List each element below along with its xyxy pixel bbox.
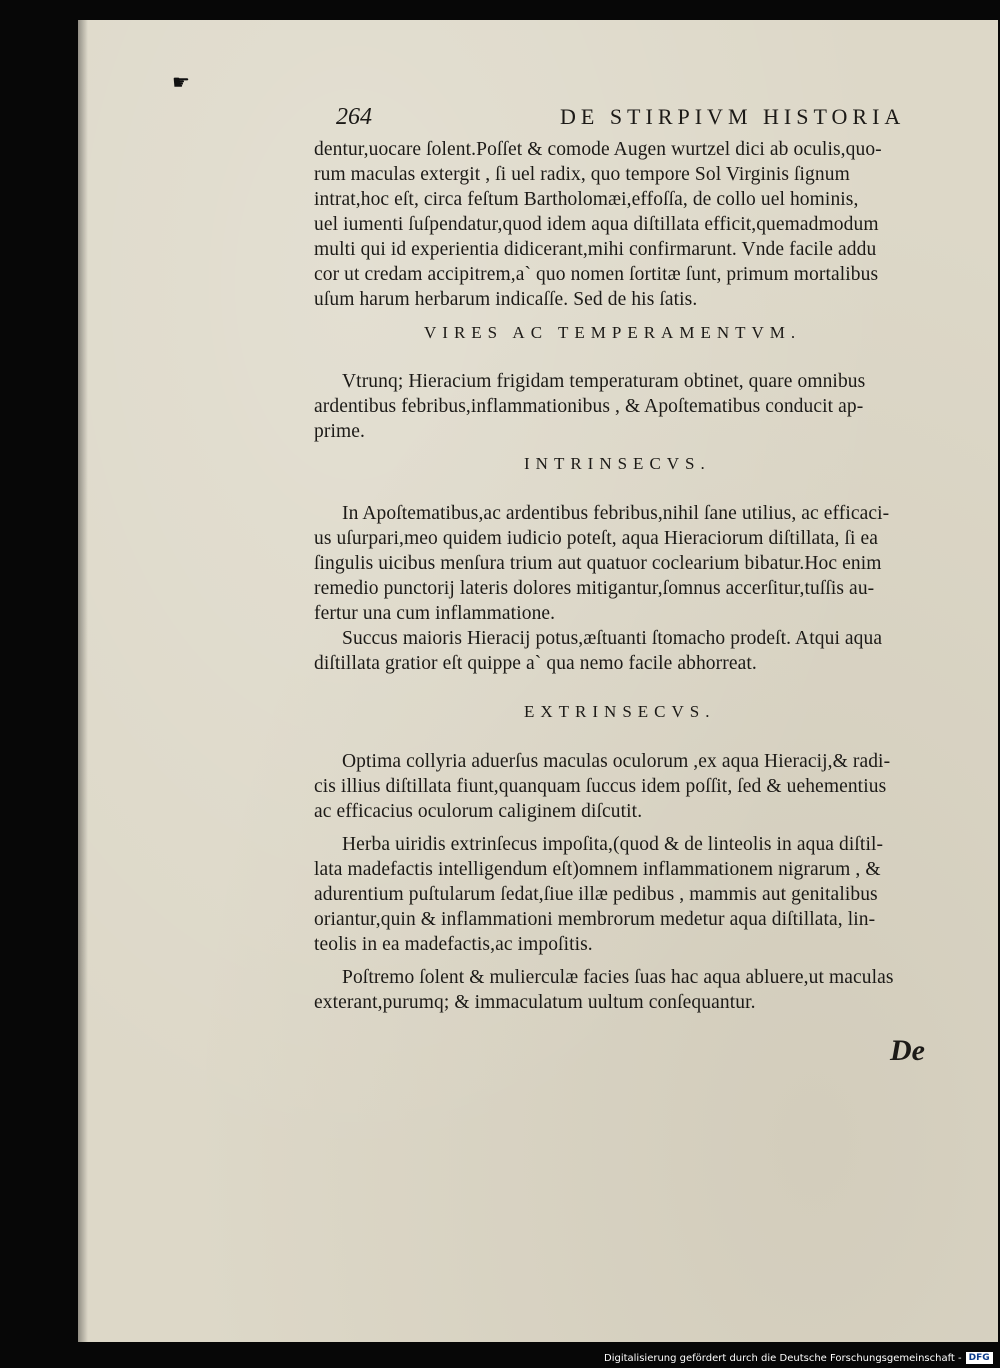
text-line: uſum harum herbarum indicaſſe. Sed de his ſatis.: [314, 289, 698, 310]
text-line: Poſtremo ſolent & mulierculæ facies ſuas hac aqua abluere,ut maculas: [342, 967, 894, 988]
text-line: teolis in ea madefactis,ac impoſitis.: [314, 934, 593, 955]
text-line: uel iumenti ſuſpendatur,quod idem aqua diſtillata efficit,quemadmodum: [314, 214, 879, 235]
text-line: cor ut credam accipitrem,a` quo nomen ſortitæ ſunt, primum mortalibus: [314, 264, 879, 285]
text-line: ſingulis uicibus menſura trium aut quatuor coclearium bibatur.Hoc enim: [314, 553, 882, 574]
text-line: In Apoſtematibus,ac ardentibus febribus,nihil ſane utilius, ac efficaci-: [342, 503, 890, 524]
text-line: cis illius diſtillata fiunt,quanquam ſuccus idem poſſit, ſed & uehementius: [314, 776, 887, 797]
text-line: us uſurpari,meo quidem iudicio poteſt, aqua Hieraciorum diſtillata, ſi ea: [314, 528, 878, 549]
digitization-footer: [604, 1351, 993, 1365]
page-gutter-shadow: [78, 20, 88, 1342]
pointing-hand-ornament-icon: ☛: [172, 72, 190, 94]
running-header: [336, 104, 956, 134]
vires-paragraph: [314, 371, 994, 451]
text-line: intrat,hoc eſt, circa feſtum Bartholomæi,effoſſa, de collo uel hominis,: [314, 189, 859, 210]
text-line: Succus maioris Hieracij potus,æſtuanti ſtomacho prodeſt. Atqui aqua: [342, 628, 883, 649]
book-page: [78, 20, 998, 1342]
text-line: Vtrunq; Hieracium frigidam temperaturam obtinet, quare omnibus: [342, 371, 866, 392]
section-heading-vires: VIRES AC TEMPERAMENTVM.: [424, 323, 802, 342]
section-heading-extrinsecus: EXTRINSECVS.: [524, 702, 716, 721]
intrinsecus-paragraph: [314, 503, 994, 693]
text-line: fertur una cum inflammatione.: [314, 603, 556, 624]
text-line: multi qui id experientia didicerant,mihi confirmarunt. Vnde facile addu: [314, 239, 877, 260]
section-heading-intrinsecus: INTRINSECVS.: [524, 454, 711, 473]
dfg-logo: DFG: [966, 1352, 993, 1364]
text-line: rum maculas extergit , ſi uel radix, quo tempore Sol Virginis ſignum: [314, 164, 850, 185]
text-line: adurentium puſtularum ſedat,ſiue illæ pedibus , mammis aut genitalibus: [314, 884, 878, 905]
text-line: lata madefactis intelligendum eſt)omnem inflammationem nigrarum , &: [314, 859, 881, 880]
text-line: dentur,uocare ſolent.Poſſet & comode Augen wurtzel dici ab oculis,quo-: [314, 139, 882, 160]
text-line: Optima collyria aduerſus maculas oculorum ,ex aqua Hieracij,& radi-: [342, 751, 891, 772]
page-number: 264: [336, 104, 372, 130]
funding-notice: Digitalisierung gefördert durch die Deutsche Forschungsgemeinschaft -: [604, 1352, 962, 1364]
text-line: oriantur,quin & inflammationi membrorum medetur aqua diſtillata, lin-: [314, 909, 876, 930]
extrinsecus-paragraph: [314, 751, 994, 1021]
catchword: De: [890, 1034, 925, 1067]
text-line: diſtillata gratior eſt quippe a` qua nemo facile abhorreat.: [314, 653, 757, 674]
text-line: Herba uiridis extrinſecus impoſita,(quod & de linteolis in aqua diſtil-: [342, 834, 884, 855]
text-line: prime.: [314, 421, 365, 442]
text-line: ac efficacius oculorum caliginem diſcutit.: [314, 801, 643, 822]
running-title: DE STIRPIVM HISTORIA: [560, 104, 906, 129]
text-line: remedio punctorij lateris dolores mitigantur,ſomnus accerſitur,tuſſis au-: [314, 578, 875, 599]
text-line: exterant,purumq; & immaculatum uultum conſequantur.: [314, 992, 756, 1013]
intro-paragraph: [314, 139, 994, 339]
text-line: ardentibus febribus,inflammationibus , & Apoſtematibus conducit ap-: [314, 396, 864, 417]
